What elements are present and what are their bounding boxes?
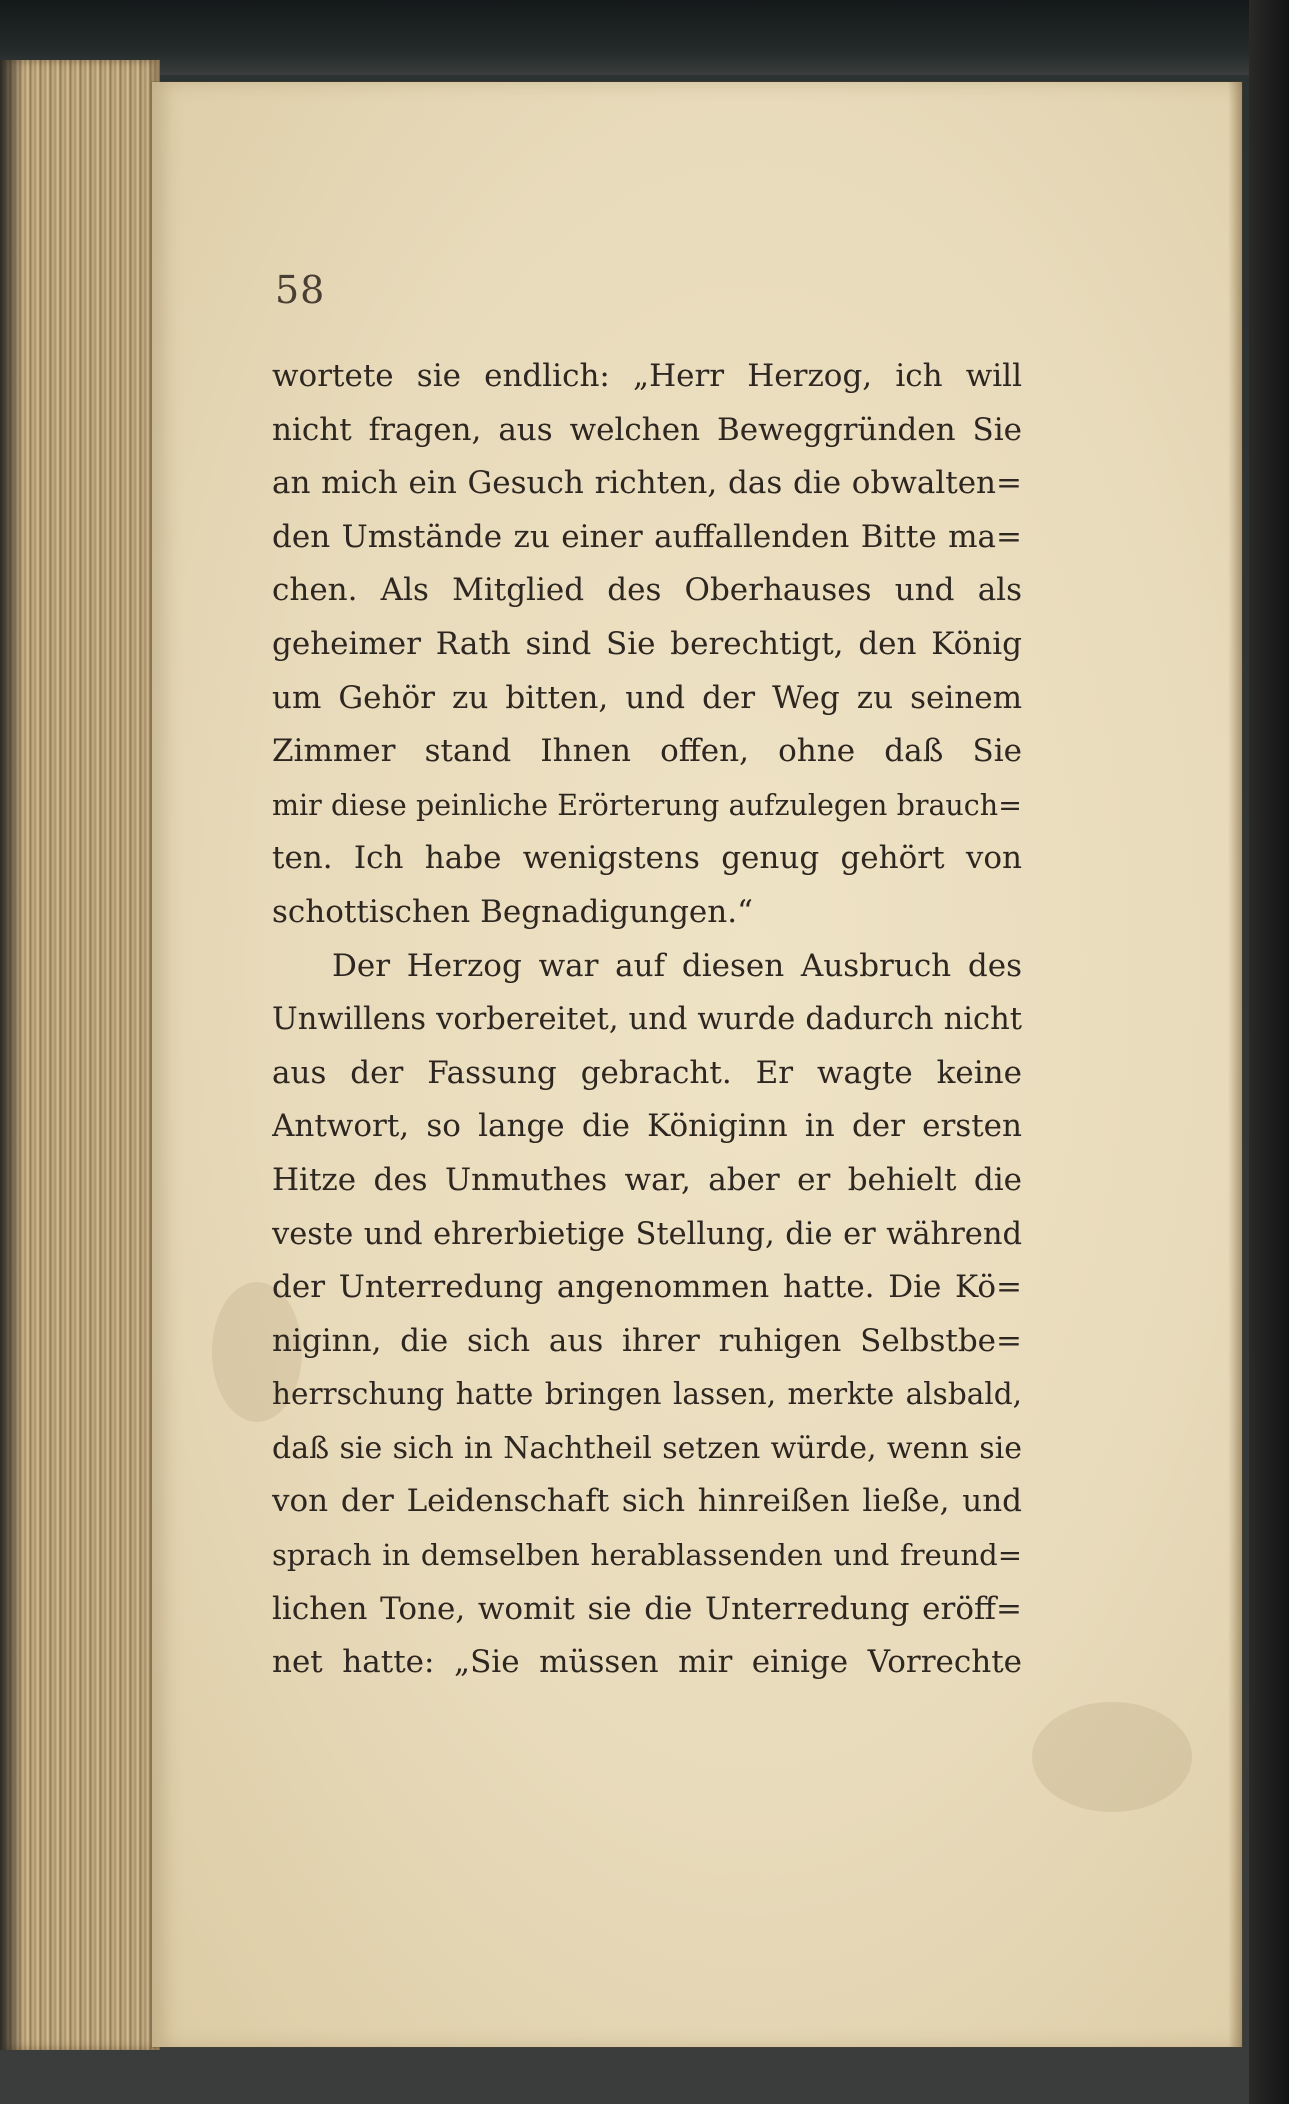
body-text <box>272 350 1022 1690</box>
page-edge-shadow <box>1228 82 1242 2047</box>
text-line: sprach in demselben herablassenden und freund= <box>272 1538 1022 1573</box>
text-line: aus der Fassung gebracht. Er wagte keine <box>272 1054 1022 1091</box>
text-line: net hatte: „Sie müssen mir einige Vorrechte <box>272 1644 1022 1681</box>
text-line: an mich ein Gesuch richten, das die obwalten= <box>272 465 1022 502</box>
text-line: nicht fragen, aus welchen Beweggründen Sie <box>272 411 1022 448</box>
text-line: daß sie sich in Nachtheil setzen würde, wenn sie <box>272 1430 1022 1466</box>
text-line: um Gehör zu bitten, und der Weg zu seinem <box>272 679 1022 716</box>
text-line: Antwort, so lange die Königinn in der ersten <box>272 1108 1022 1145</box>
text-line: lichen Tone, womit sie die Unterredung eröff= <box>272 1590 1022 1627</box>
page-number: 58 <box>275 268 326 312</box>
text-line: herrschung hatte bringen lassen, merkte alsbald, <box>272 1377 1022 1412</box>
text-line: ten. Ich habe wenigstens genug gehört von <box>272 840 1022 877</box>
binding-shadow <box>0 60 20 2050</box>
paragraph-start-line: Der Herzog war auf diesen Ausbruch des <box>332 947 1022 984</box>
page-stack-edges <box>0 60 160 2050</box>
paper-stain <box>1032 1702 1192 1812</box>
text-line: niginn, die sich aus ihrer ruhigen Selbstbe= <box>272 1322 1022 1359</box>
paragraph-end-line: schottischen Begnadigungen.“ <box>272 893 753 930</box>
scanner-backdrop-right <box>1249 0 1289 2104</box>
text-line: von der Leidenschaft sich hinreißen ließe, und <box>272 1483 1022 1520</box>
text-line: den Umstände zu einer auffallenden Bitte ma= <box>272 518 1022 555</box>
text-line: Unwillens vorbereitet, und wurde dadurch nicht <box>272 1002 1022 1038</box>
text-line: veste und ehrerbietige Stellung, die er während <box>272 1216 1022 1252</box>
text-line: mir diese peinliche Erörterung aufzulegen brauch= <box>272 788 1022 822</box>
text-line: Hitze des Unmuthes war, aber er behielt die <box>272 1161 1022 1198</box>
text-line: Zimmer stand Ihnen offen, ohne daß Sie <box>272 733 1022 770</box>
scanner-backdrop-top <box>0 0 1289 75</box>
text-line: geheimer Rath sind Sie berechtigt, den König <box>272 625 1022 662</box>
text-line: wortete sie endlich: „Herr Herzog, ich will <box>272 358 1022 394</box>
text-line: chen. Als Mitglied des Oberhauses und als <box>272 572 1022 609</box>
text-line: der Unterredung angenommen hatte. Die Kö= <box>272 1269 1022 1306</box>
